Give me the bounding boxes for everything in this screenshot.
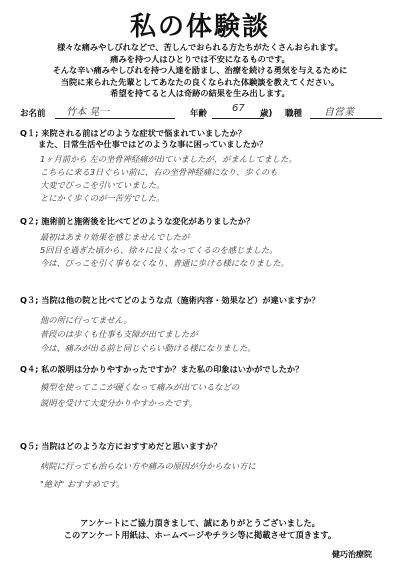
footer-line: このアンケート用紙は、ホームページやチラシ等に掲載させて頂きます。 <box>63 530 337 540</box>
intro-line: 様々な痛みやしびれなどで、苦しんでおられる方たちがたくさんおられます。 <box>57 42 343 52</box>
question-5 <box>20 441 385 452</box>
job-underline <box>310 118 382 119</box>
answer-line: 今は、痛みが出る前と同じぐらい動ける様になりました。 <box>40 343 256 353</box>
footer-text <box>0 517 400 541</box>
answer-line: とにかく歩くのが一苦労でした。 <box>40 193 165 203</box>
answer-line: "絶対" おすすめです。 <box>40 479 125 489</box>
answer-line: 大変でびっこを引いていました。 <box>40 180 165 190</box>
age-suffix: 歳) <box>260 109 273 119</box>
question-line: Q４; 私の説明は分かりやすかったですか？また私の印象はいかがでしたか？ <box>20 364 304 374</box>
answer-line: 説明を受けて大変分かりやすかったです。 <box>40 398 197 408</box>
job-label: 職種 <box>285 109 303 119</box>
question-2 <box>20 216 385 227</box>
age-underline <box>212 118 264 119</box>
intro-line: 希望を持てると人は奇跡の結果を生み出します。 <box>110 88 290 98</box>
intro-line: 痛みを持つ人はひとりでは不安になるものです。 <box>110 53 290 64</box>
answer-line: 今は、びっこを引く事もなくなり、普通に歩ける様になりました。 <box>40 258 289 268</box>
answer-line: 5回目を過ぎた頃から、徐々に良くなってくるのを感じました。 <box>40 245 278 255</box>
answer-line: 模型を使ってここが硬くなって痛みが出ているなどの <box>40 382 240 392</box>
answer-4 <box>40 379 239 411</box>
intro-text <box>20 42 380 100</box>
answer-1 <box>40 153 297 205</box>
question-1 <box>20 128 385 150</box>
answer-2 <box>40 231 289 270</box>
question-line: Q１; 来院される前はどのような症状で悩まれていましたか？ <box>20 128 246 138</box>
age-value: 67 <box>232 103 245 114</box>
question-3 <box>20 295 385 306</box>
footer-line: アンケートにご協力頂きまして、誠にありがとうございました。 <box>80 518 320 528</box>
answer-line: 普段のは歩くも仕事も支障が出てましたが <box>40 329 198 339</box>
clinic-name: 健巧治療院 <box>332 550 372 559</box>
question-line: Q２; 施術前と施術後を比べてどのような変化がありましたか？ <box>20 216 255 226</box>
name-value: 竹本 晃一 <box>66 107 110 118</box>
intro-line: 当院に来られた先輩としてあなたの良くなられた体験談を教えてください。 <box>60 76 340 87</box>
answer-line: 病院に行っても治らない方や痛みの原因が分からない方に <box>40 461 256 471</box>
answer-line: 他の所に行ってません。 <box>40 315 132 325</box>
page-title: 私の体験談 <box>129 12 270 42</box>
answer-line: 最初はあまり効果を感じませんでしたが <box>40 232 190 242</box>
question-line: また、日常生活や仕事ではどのような事に困っていましたか？ <box>38 139 268 149</box>
job-value: 自営業 <box>324 107 354 118</box>
answer-line: こちらに来る3日ぐらい前に、右の坐骨神経痛になり、歩くのも <box>40 167 278 177</box>
intro-line: そんな辛い痛みやしびれを持つ人達を励まし、治療を続ける勇気を与えるために <box>52 65 348 75</box>
name-underline <box>55 118 175 119</box>
name-label: お名前 <box>20 109 46 119</box>
question-4 <box>20 364 385 375</box>
answer-line: 1ヶ月前から 左の坐骨神経痛が出ていましたが、がまんしてました。 <box>40 154 297 164</box>
answer-3 <box>40 313 256 355</box>
question-line: Q３; 当院は他の院と比べてどのような点（施術内容・効果など）が違いますか？ <box>20 295 320 305</box>
age-label: 年齢 <box>190 109 208 119</box>
question-line: Q５; 当院はどのような方におすすめだと思いますか？ <box>20 441 222 451</box>
answer-5 <box>40 457 256 493</box>
